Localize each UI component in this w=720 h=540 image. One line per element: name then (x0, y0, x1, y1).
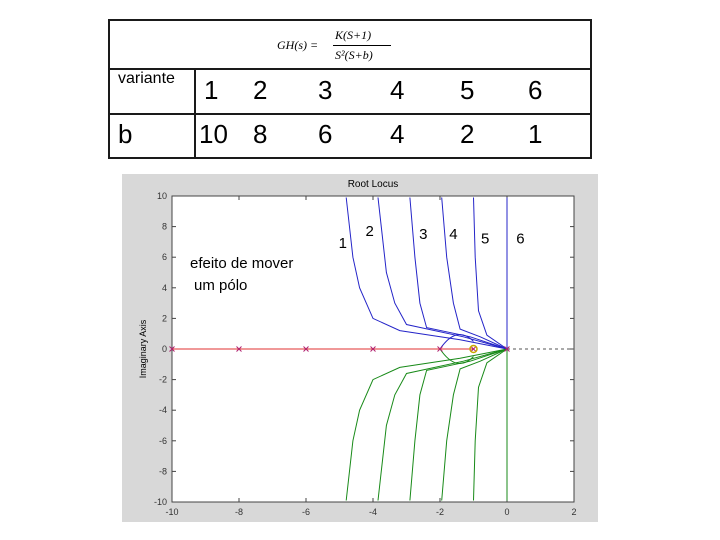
variant-cell: 2 (253, 75, 268, 105)
formula-lhs: GH(s) = (277, 38, 319, 52)
row-header-b: b (118, 119, 133, 149)
y-tick-label: -8 (158, 466, 167, 477)
b-value-cell: 2 (460, 119, 475, 149)
variant-cell: 5 (460, 75, 475, 105)
y-tick-label: 6 (161, 252, 167, 263)
x-tick-label: -8 (234, 507, 244, 517)
branch-label: 3 (419, 225, 428, 243)
y-tick-label: -4 (158, 405, 167, 416)
y-tick-label: 2 (161, 313, 167, 324)
b-value-cell: 6 (318, 119, 333, 149)
formula-denominator: S²(S+b) (335, 48, 373, 62)
row-header-variante: variante (118, 70, 175, 87)
x-tick-label: 0 (504, 507, 510, 517)
branch-label: 1 (338, 235, 348, 253)
y-tick-label: -10 (153, 497, 167, 507)
b-value-cell: 1 (528, 119, 543, 149)
branch-label: 5 (481, 230, 490, 248)
variant-cell: 6 (528, 75, 543, 105)
b-value-cell: 10 (199, 119, 228, 149)
branch-label: 2 (365, 222, 374, 240)
y-tick-label: 8 (161, 221, 167, 232)
b-value-cell: 8 (253, 119, 268, 149)
b-value-cell: 4 (390, 119, 405, 149)
annotation-line-1: efeito de mover (190, 255, 294, 272)
x-tick-label: -10 (165, 507, 179, 517)
variant-cell: 3 (318, 75, 333, 105)
x-tick-label: -6 (301, 507, 311, 517)
y-tick-label: 10 (156, 191, 167, 201)
chart-title: Root Locus (347, 179, 399, 190)
branch-label: 4 (449, 225, 458, 243)
y-tick-label: 0 (161, 344, 167, 354)
x-tick-label: -4 (368, 507, 378, 517)
variant-cell: 1 (204, 75, 219, 105)
x-tick-label: -2 (435, 507, 445, 517)
x-tick-label: 2 (571, 507, 577, 517)
formula-numerator: K(S+1) (335, 28, 372, 42)
y-axis-label: Imaginary Axis (138, 319, 148, 379)
y-tick-label: -6 (158, 435, 167, 446)
annotation-line-2: um pólo (194, 277, 248, 294)
variant-cell: 4 (390, 75, 405, 105)
y-tick-label: 4 (161, 282, 167, 293)
y-tick-label: -2 (158, 374, 167, 385)
branch-label: 6 (516, 230, 525, 248)
